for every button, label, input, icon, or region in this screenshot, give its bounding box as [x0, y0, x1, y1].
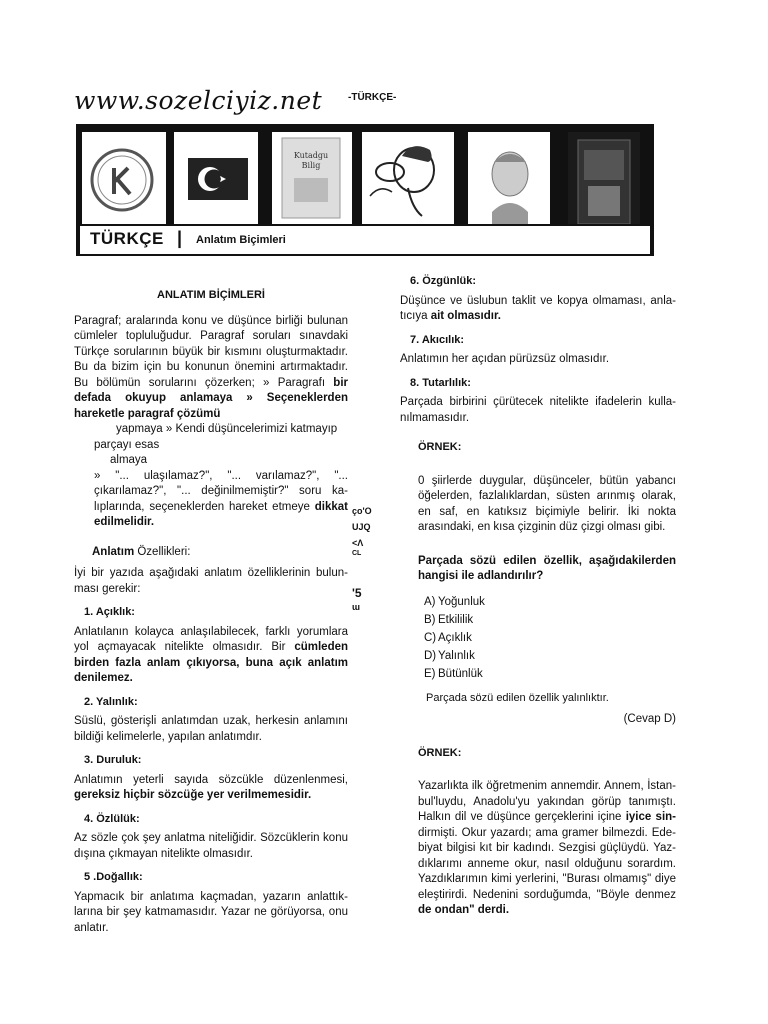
option-d: D) Yalınlık: [424, 649, 475, 662]
intro-line-a: yapmaya » Kendi düşüncelerimizi katmayıp: [116, 423, 338, 435]
option-b: B) Etkililik: [424, 613, 474, 626]
item-5-text: Yapmacık bir anlatıma kaçmadan, yazarın anlattıklarına bir şey katmamasıdır. Yazar ne görüyorsa, onu anlatır.: [74, 890, 348, 934]
answer-text: (Cevap D): [623, 713, 676, 725]
item-8-text: Parçada birbirini çürütecek nitelikte ifadelerin kullanılmamasıdır.: [400, 396, 676, 424]
margin-mark-6: ɯ: [352, 602, 361, 612]
svg-text:Bilig: Bilig: [301, 161, 321, 170]
features-heading: [92, 545, 348, 561]
features-intro: İyi bir yazıda aşağıdaki anlatım özelliklerinin bulunması gerekir:: [74, 567, 348, 595]
banner-title-bar: [80, 224, 650, 254]
margin-mark-5: '5: [352, 586, 362, 600]
item-7-heading: 7. Akıcılık:: [410, 333, 465, 346]
options-list: [400, 593, 676, 683]
item-5-heading: 5 .Doğallık:: [84, 871, 143, 883]
subject-tag: -TÜRKÇE-: [348, 92, 397, 103]
item-3-heading: 3. Duruluk:: [84, 754, 142, 766]
features-heading-text: Özellikleri:: [134, 545, 191, 558]
margin-mark-3: <Λ: [352, 538, 364, 548]
margin-mark-4: CL: [352, 550, 362, 557]
example-1-text: 0 şiirlerde duygular, düşünceler, bütün yabancı öğelerden, fazlalıklardan, süsten arınmış olarak, en saf, en katıksız biçimiyle belirir. İki nokta arasındaki, en kısa çizginin düz çizgi olması gibi.: [418, 474, 676, 533]
caricature-image: [362, 132, 454, 232]
item-3-text: Anlatımın yeterli sayıda sözcükle düzenlenmesi, gereksiz hiçbir sözcüğe yer verilmemesidir.: [74, 773, 348, 801]
margin-mark-1: ço'O: [352, 506, 372, 516]
item-4-heading: 4. Özlülük:: [84, 812, 140, 825]
right-column: [400, 274, 676, 919]
emblem-image: [82, 132, 166, 232]
example-2-label: ÖRNEK:: [418, 746, 462, 759]
header-banner: [76, 124, 654, 256]
item-4-text: Az sözle çok şey anlatma niteliğidir. Sözcüklerin konu dışına çıkmayan nitelikte olmasıdır.: [74, 832, 348, 860]
example-2-text: Yazarlıkta ilk öğretmenim annemdir. Annem, İstanbul'luydu, Anadolu'yu yakından görüp tanımıştı. Halkın dil ve düşünce gerçeklerini içine iyice sindirmişti. Okur yazardı; ama gramer bilmezdi. Edebiyat bilgisi kıt bir kadındı. Sezgisi güçlüydü. Yazdıklarımı anneme okur, nasıl olduğunu sorardım. Yazdıklarımın kimi yerlerini, "Burası olmamış" diye eleştirirdi. Nedenini sorduğumda, "Böyle denmez de ondan" derdi.: [418, 780, 677, 916]
intro-paragraph: [74, 314, 348, 423]
explanation-text: Parçada sözü edilen özellik yalınlıktır.: [426, 691, 609, 704]
svg-text:Kutadgu: Kutadgu: [293, 151, 329, 160]
left-column: [74, 288, 348, 936]
item-6-text: Düşünce ve üslubun taklit ve kopya olmaması, anlatıcıya ait olmasıdır.: [400, 294, 676, 322]
banner-separator: |: [177, 228, 183, 248]
item-7-text: Anlatımın her açıdan pürüzsüz olmasıdır.: [400, 353, 610, 365]
intro-bold-text: bir defada okuyup anlamaya » Seçeneklerden hareketle paragraf çözümü: [74, 376, 348, 420]
margin-mark-2: UJQ: [352, 522, 371, 532]
item-6-heading: 6. Özgünlük:: [410, 275, 477, 287]
portrait-image: [468, 132, 550, 232]
features-heading-bold: Anlatım: [92, 545, 135, 558]
option-a: A) Yoğunluk: [424, 595, 485, 608]
item-1-heading: 1. Açıklık:: [84, 606, 135, 618]
section-title: ANLATIM BİÇİMLERİ: [157, 289, 265, 301]
intro-line-c: almaya: [110, 454, 148, 466]
intro-line-d-bold: dikkat edilmelidir.: [94, 500, 348, 528]
banner-subtitle: Anlatım Biçimleri: [196, 234, 286, 246]
example-1-label: ÖRNEK:: [418, 441, 462, 453]
intro-text: Paragraf; aralarında konu ve düşünce birliği bulunan cümleler topluluğudur. Paragraf soruları sınavdaki Türkçe sorularının büyük bir kısmını oluşturmaktadır. Bu da bizim için bu konunun önemini artırmaktadır. Bu bölümün sorularını çözerken; » Paragrafı: [74, 314, 348, 389]
book-image: [272, 132, 352, 232]
option-e: E) Bütünlük: [424, 667, 483, 680]
banner-title: TÜRKÇE: [90, 229, 164, 248]
site-name: www.sozelciyiz.net: [74, 86, 323, 115]
intro-line-b: parçayı esas: [94, 438, 160, 451]
flag-image: [174, 132, 258, 232]
intro-line-d: [94, 469, 348, 531]
option-c: C) Açıklık: [424, 631, 472, 644]
question-text: Parçada sözü edilen özellik, aşağıdakilerden hangisi ile adlandırılır?: [418, 554, 676, 582]
item-8-heading: 8. Tutarlılık:: [410, 376, 471, 389]
book-cover-image: [568, 132, 640, 232]
intro-line-d-text: » "... ulaşılamaz?", "... varılamaz?", "... çıkarılamaz?", "... değinilmemiştir?" soru kalıplarında, seçeneklerden hareket etmeye: [94, 469, 348, 513]
item-1-text: Anlatılanın kolayca anlaşılabilecek, farklı yorumlara yol açmayacak nitelikte olmasıdır. Bir cümleden birden fazla anlam çıkıyorsa, buna açık anlatım denilemez.: [74, 625, 349, 684]
item-2-text: Süslü, gösterişli anlatımdan uzak, herkesin anlamını bildiği kelimelerle, yapılan anlatımdır.: [74, 715, 348, 743]
item-2-heading: 2. Yalınlık:: [84, 695, 138, 708]
